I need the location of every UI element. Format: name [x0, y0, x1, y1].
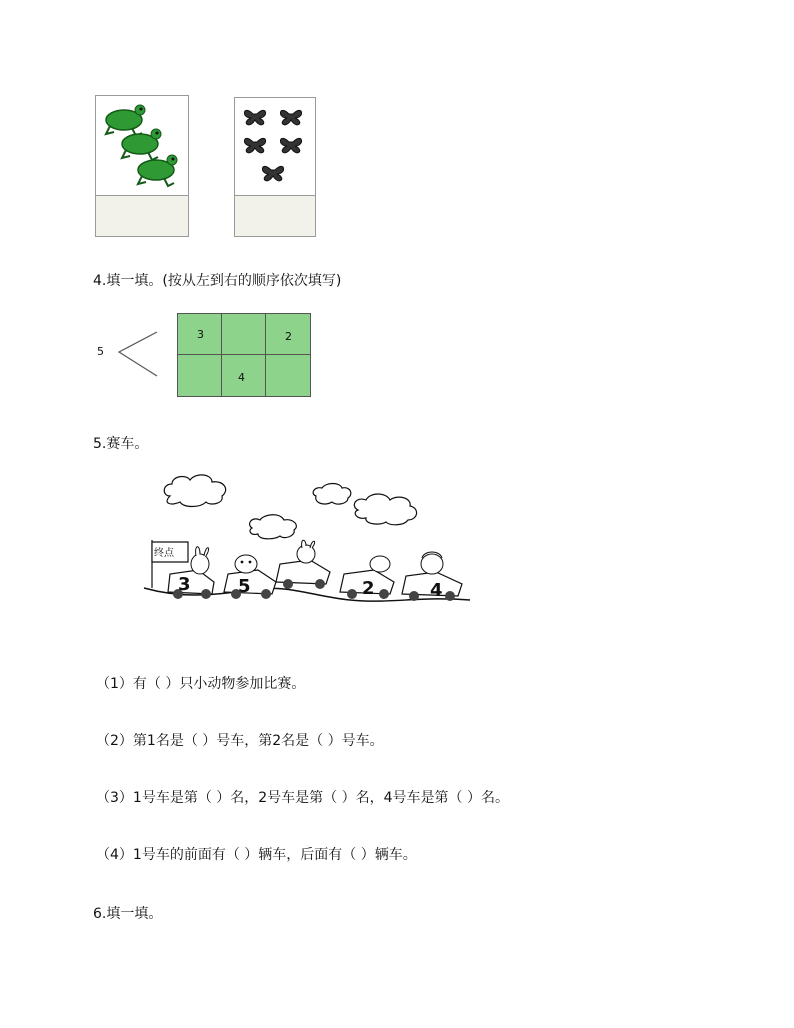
- q6-title: 6.填一填。: [93, 906, 163, 922]
- finish-flag-label: 终点: [154, 548, 174, 559]
- frog-icon: [138, 155, 177, 186]
- car-number: 5: [238, 576, 251, 597]
- q4-title: 4.填一填。(按从左到右的顺序依次填写): [93, 273, 342, 289]
- car-number: 3: [178, 574, 191, 595]
- car-number: 4: [430, 580, 443, 601]
- butterfly-picture: [235, 98, 315, 194]
- q5-title: 5.赛车。: [93, 436, 149, 452]
- butterfly-icon: [280, 138, 301, 152]
- q5-question-1: （1）有（ ）只小动物参加比赛。: [96, 676, 306, 692]
- race-car: [276, 540, 330, 589]
- car-number: 2: [362, 578, 375, 599]
- butterfly-icon: [244, 110, 265, 124]
- grid-cell[interactable]: 2: [266, 314, 310, 355]
- frog-picture: [96, 96, 188, 194]
- butterfly-icon: [244, 138, 265, 152]
- q5-question-3: （3）1号车是第（ ）名，2号车是第（ ）名，4号车是第（ ）名。: [96, 790, 509, 806]
- butterfly-icon: [280, 110, 301, 124]
- cloud-icon: [313, 484, 351, 505]
- grid-cell[interactable]: [222, 314, 266, 355]
- butterfly-answer-box[interactable]: [235, 195, 315, 236]
- decomposition-branch: [115, 330, 163, 380]
- frog-icon: [106, 105, 145, 136]
- grid-cell[interactable]: [266, 355, 310, 396]
- number-grid: [177, 313, 311, 397]
- cloud-icon: [354, 494, 416, 525]
- grid-cell[interactable]: [178, 355, 222, 396]
- butterfly-icon: [262, 166, 283, 180]
- q5-question-4: （4）1号车的前面有（ ）辆车，后面有（ ）辆车。: [96, 847, 417, 863]
- frog-answer-box[interactable]: [96, 195, 188, 236]
- grid-cell[interactable]: 4: [222, 355, 266, 396]
- frog-card: [95, 95, 189, 237]
- decomposition-total: 5: [97, 345, 104, 358]
- frog-icon: [122, 129, 161, 160]
- grid-cell[interactable]: 3: [178, 314, 222, 355]
- q5-question-2: （2）第1名是（ ）号车，第2名是（ ）号车。: [96, 733, 384, 749]
- race-scene: [140, 470, 480, 615]
- cloud-icon: [164, 475, 225, 507]
- cloud-icon: [250, 515, 297, 539]
- butterfly-card: [234, 97, 316, 237]
